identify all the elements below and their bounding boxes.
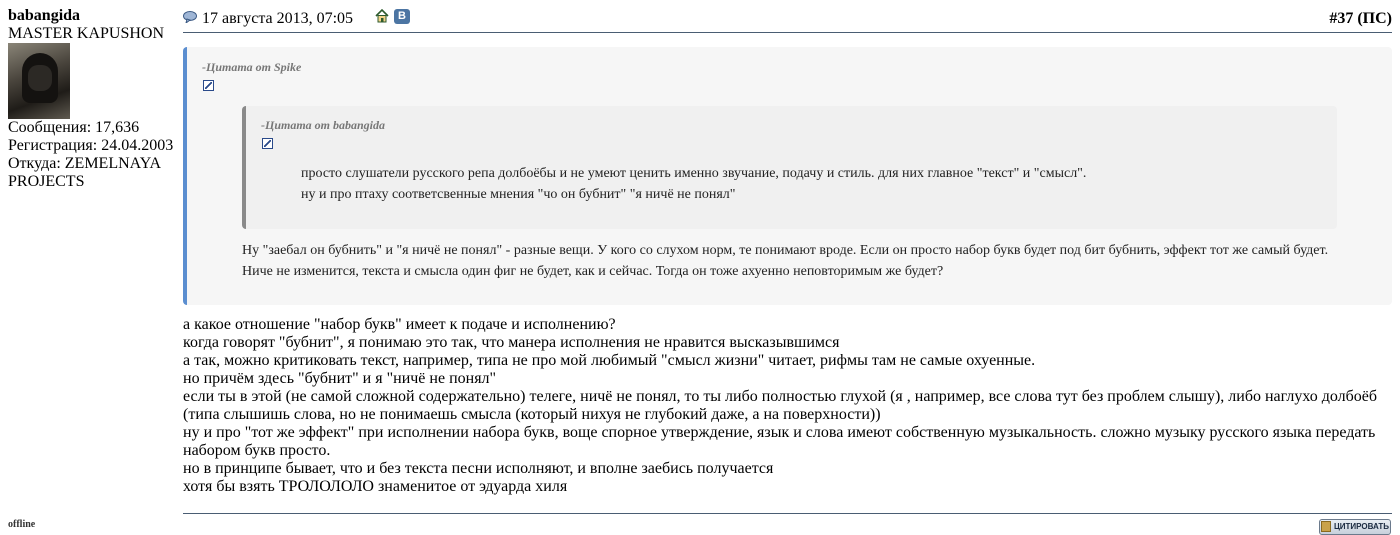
post-line: хотя бы взять ТРОЛОЛОЛО знаменитое от эдуарда хиля xyxy=(183,478,568,495)
post-header xyxy=(183,7,1392,33)
avatar[interactable] xyxy=(8,43,70,119)
post-date: 17 августа 2013, 07:05 xyxy=(202,10,354,27)
post-number[interactable] xyxy=(1329,10,1392,28)
online-status: offline xyxy=(8,519,36,530)
vk-share-icon[interactable]: В xyxy=(394,9,410,24)
quote-icon xyxy=(1321,521,1331,532)
post-icon xyxy=(183,11,197,23)
quote-inner-link-icon[interactable] xyxy=(262,138,273,149)
quote-button-label: ЦИТИРОВАТЬ xyxy=(1333,522,1390,531)
quote-button[interactable] xyxy=(1319,519,1391,535)
quote-inner-text xyxy=(301,163,1086,205)
quote-outer-text xyxy=(242,240,1328,282)
user-post-count: Сообщения: 17,636 xyxy=(8,119,140,136)
quote-inner-line: просто слушатели русского репа долбоёбы и не умеют ценить именно звучание, подачу и стиль. для них главное "текст" и "смысл". xyxy=(301,166,1087,181)
post-line: если ты в этой (не самой сложной содержательно) телеге, ничё не понял, то ты либо полностью глухой (я , например, все слова тут без проблем слышу), либо наглухо долбоёб (типа слышишь слова, но не понимаешь смысла (который нихуя не глубокий даже, а на поверхности)) xyxy=(183,388,1378,423)
post-line: а какое отношение "набор букв" имеет к подаче и исполнению? xyxy=(183,316,616,333)
user-registration: Регистрация: 24.04.2003 xyxy=(8,137,174,154)
quote-inner-cite: -Цитата от babangida xyxy=(261,118,386,132)
post-line: а так, можно критиковать текст, например, типа не про мой любимый "смысл жизни" читает, рифмы там не самые охуенные. xyxy=(183,352,1036,369)
quote-inner-line: ну и про птаху соответсвенные мнения "чо он бубнит" "я ничё не понял" xyxy=(301,187,736,202)
post-line: ну и про "тот же эффект" при исполнении набора букв, воще спорное утверждение, язык и слова имеют собственную музыкальность. сложно музыку русского языка передать набором букв просто. xyxy=(183,424,1376,459)
quote-inner xyxy=(242,106,1337,229)
home-icon[interactable] xyxy=(375,9,389,23)
post-line: но в принципе бывает, что и без текста песни исполняют, и вполне заебись получается xyxy=(183,460,774,477)
post-body xyxy=(183,316,1392,496)
quote-outer-cite: -Цитата от Spike xyxy=(202,60,302,74)
post-footer-divider xyxy=(183,513,1392,514)
post-line: но причём здесь "бубнит" и я "ничё не понял" xyxy=(183,370,497,387)
quote-outer-link-icon[interactable] xyxy=(203,80,214,91)
post-line: когда говорят "бубнит", я понимаю это так, что манера исполнения не нравится высказывшимся xyxy=(183,334,840,351)
post-number-value[interactable]: #37 xyxy=(1329,10,1354,27)
post-tag: (ПС) xyxy=(1357,10,1392,27)
user-title: MASTER KAPUSHON xyxy=(8,25,165,42)
user-info xyxy=(8,7,178,191)
quote-outer-line: Ну "заебал он бубнить" и "я ничё не понял" - разные вещи. У кого со слухом норм, те понимают вроде. Если он просто набор букв будет под бит бубнить, эффект тот же самый будет. xyxy=(242,243,1329,258)
quote-outer-line: Ниче не изменится, текста и смысла один фиг не будет, как и сейчас. Тогда он тоже ахуенно неповторимым же будет? xyxy=(242,264,944,279)
user-location: Откуда: ZEMELNAYA PROJECTS xyxy=(8,155,161,190)
username[interactable]: babangida xyxy=(8,7,81,24)
